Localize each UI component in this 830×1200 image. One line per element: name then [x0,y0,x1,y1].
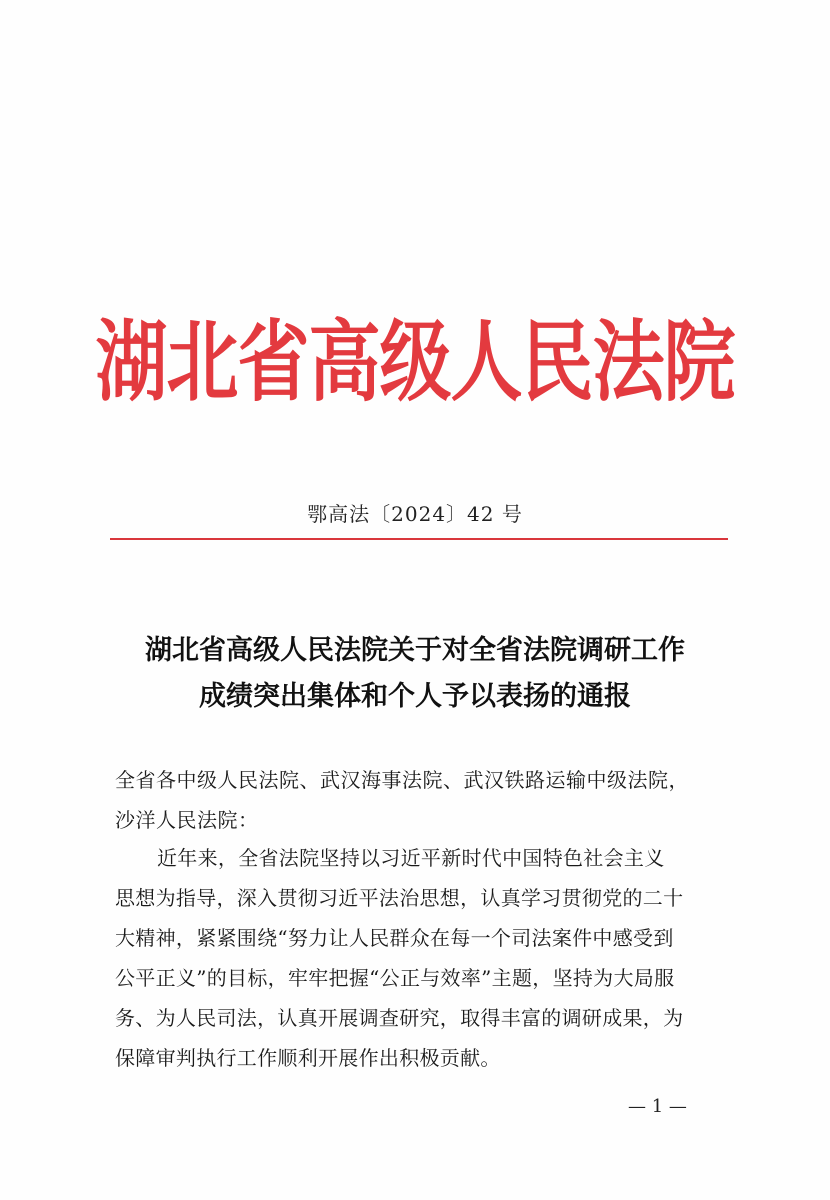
issuing-agency-header: 湖北省高级人民法院 [95,309,735,414]
title-line-1: 湖北省高级人民法院关于对全省法院调研工作 [145,635,685,666]
recipients-line-1: 全省各中级人民法院、武汉海事法院、武汉铁路运输中级法院， [115,768,689,792]
body-line-3: 大精神，紧紧围绕“努力让人民群众在每一个司法案件中感受到 [115,926,674,950]
recipients-line-2: 沙洋人民法院： [115,808,259,832]
red-separator-line [110,538,728,540]
document-number: 鄂高法〔2024〕42 号 [307,502,523,526]
body-line-5: 务、为人民司法，认真开展调查研究，取得丰富的调研成果，为 [115,1006,684,1030]
page-number: — 1 — [628,1096,687,1117]
recipients-block [115,760,735,840]
body-line-4: 公平正义”的目标，牢牢把握“公正与效率”主题，坚持为大局服 [115,966,675,990]
title-line-2: 成绩突出集体和个人予以表扬的通报 [199,681,631,712]
body-paragraph [115,838,735,1078]
body-line-6: 保障审判执行工作顺利开展作出积极贡献。 [115,1046,501,1070]
body-line-1: 近年来，全省法院坚持以习近平新时代中国特色社会主义 [157,846,665,870]
body-line-2: 思想为指导，深入贯彻习近平法治思想，认真学习贯彻党的二十 [115,886,684,910]
document-title [60,628,770,720]
